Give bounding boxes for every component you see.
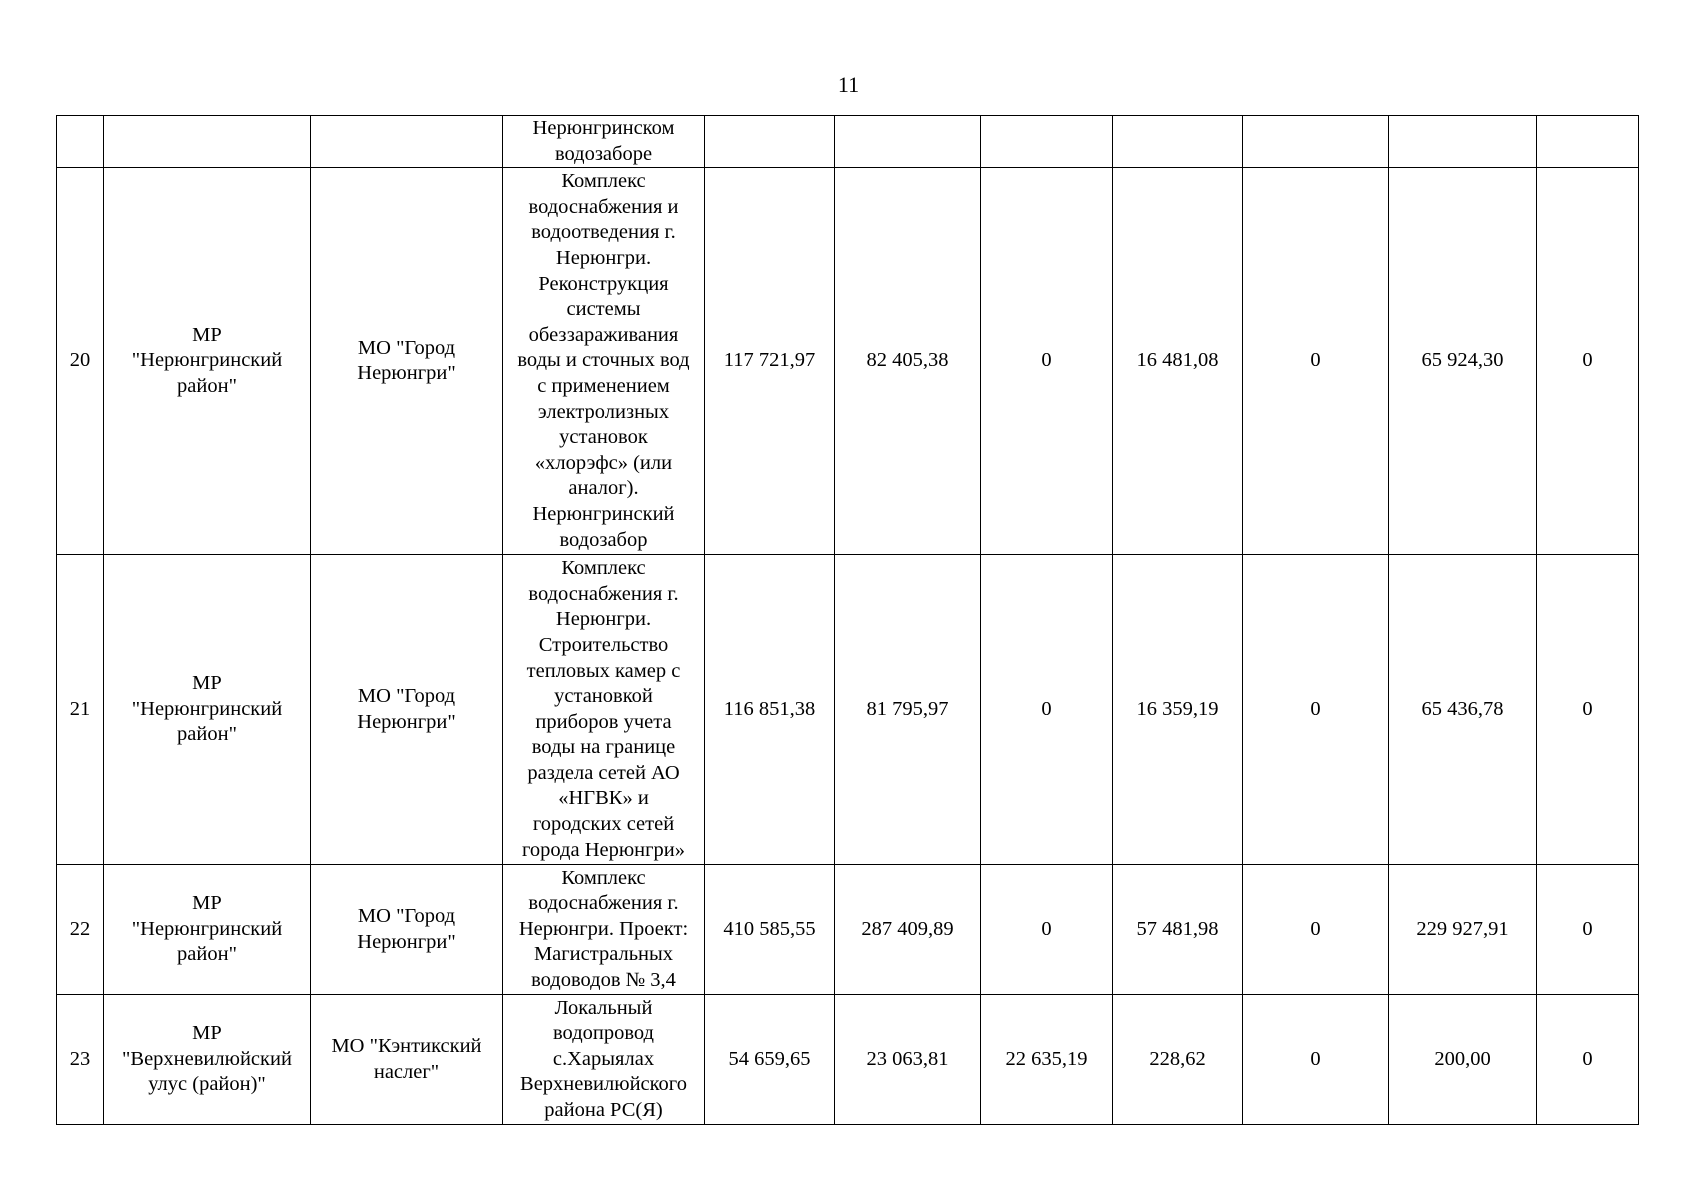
cell-object: Комплекс водоснабжения г. Нерюнгри. Строительство тепловых камер с установкой приборов учета воды на границе раздела сетей АО «НГВК» и городских сетей города Нерюнгри» — [503, 555, 705, 865]
cell-value: 57 481,98 — [1113, 865, 1243, 995]
cell-municipality: МО "Город Нерюнгри" — [311, 168, 503, 555]
cell-municipality — [311, 116, 503, 168]
cell-value — [981, 116, 1113, 168]
cell-municipality: МО "Город Нерюнгри" — [311, 555, 503, 865]
cell-value: 0 — [1243, 865, 1389, 995]
cell-value: 16 481,08 — [1113, 168, 1243, 555]
cell-object — [503, 116, 705, 168]
cell-value: 54 659,65 — [705, 995, 835, 1125]
cell-value: 0 — [981, 865, 1113, 995]
cell-value: 287 409,89 — [835, 865, 981, 995]
cell-value — [1113, 116, 1243, 168]
cell-municipality: МО "Кэнтикский наслег" — [311, 995, 503, 1125]
cell-value: 81 795,97 — [835, 555, 981, 865]
object-text: Нерюнгринском водозаборе — [532, 117, 675, 165]
cell-value — [705, 116, 835, 168]
cell-value: 22 635,19 — [981, 995, 1113, 1125]
cell-object: Комплекс водоснабжения и водоотведения г. Нерюнгри. Реконструкция системы обеззараживания воды и сточных вод с применением электролизных установок «хлорэфс» (или аналог). Нерюнгринский водозабор — [503, 168, 705, 555]
cell-value: 0 — [1243, 995, 1389, 1125]
cell-value — [1243, 116, 1389, 168]
cell-value: 116 851,38 — [705, 555, 835, 865]
cell-value: 0 — [1537, 865, 1639, 995]
cell-value: 0 — [1537, 168, 1639, 555]
cell-value — [1537, 116, 1639, 168]
table-row — [57, 168, 1639, 555]
cell-value — [1389, 116, 1537, 168]
table-row — [57, 555, 1639, 865]
cell-district: МР "Нерюнгринский район" — [104, 168, 311, 555]
cell-value: 410 585,55 — [705, 865, 835, 995]
cell-value: 0 — [1243, 168, 1389, 555]
cell-value: 0 — [981, 168, 1113, 555]
table-row — [57, 865, 1639, 995]
cell-district: МР "Нерюнгринский район" — [104, 865, 311, 995]
cell-district: МР "Верхневилюйский улус (район)" — [104, 995, 311, 1125]
cell-num: 20 — [57, 168, 104, 555]
cell-value: 0 — [1243, 555, 1389, 865]
page-number: 11 — [837, 72, 860, 97]
cell-value: 200,00 — [1389, 995, 1537, 1125]
cell-value: 16 359,19 — [1113, 555, 1243, 865]
table-row-continuation — [57, 116, 1639, 168]
cell-value: 65 924,30 — [1389, 168, 1537, 555]
table-row — [57, 995, 1639, 1125]
cell-value: 23 063,81 — [835, 995, 981, 1125]
cell-value: 82 405,38 — [835, 168, 981, 555]
cell-object: Комплекс водоснабжения г. Нерюнгри. Проект: Магистральных водоводов № 3,4 — [503, 865, 705, 995]
data-table — [56, 115, 1639, 1125]
cell-num: 22 — [57, 865, 104, 995]
cell-value: 117 721,97 — [705, 168, 835, 555]
cell-object: Локальный водопровод с.Харыялах Верхневилюйского района РС(Я) — [503, 995, 705, 1125]
cell-value: 0 — [1537, 995, 1639, 1125]
cell-value: 0 — [981, 555, 1113, 865]
cell-municipality: МО "Город Нерюнгри" — [311, 865, 503, 995]
cell-num: 23 — [57, 995, 104, 1125]
cell-value — [835, 116, 981, 168]
cell-value: 65 436,78 — [1389, 555, 1537, 865]
cell-value: 0 — [1537, 555, 1639, 865]
cell-num: 21 — [57, 555, 104, 865]
cell-value: 229 927,91 — [1389, 865, 1537, 995]
cell-num — [57, 116, 104, 168]
cell-district: МР "Нерюнгринский район" — [104, 555, 311, 865]
cell-district — [104, 116, 311, 168]
cell-value: 228,62 — [1113, 995, 1243, 1125]
